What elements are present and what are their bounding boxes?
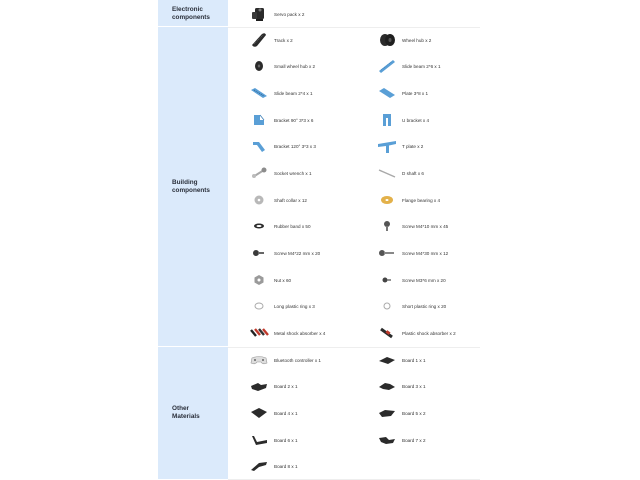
- item-label: Nut x 60: [274, 277, 292, 283]
- short-ring-icon: [376, 295, 398, 317]
- category-label: [172, 179, 228, 194]
- item-label: D shaft x 6: [402, 170, 424, 176]
- list-item: [248, 240, 374, 266]
- list-item: [376, 107, 502, 133]
- list-item: [376, 187, 502, 213]
- small-wheel-hub-icon: [248, 55, 270, 77]
- rubber-band-icon: [248, 215, 270, 237]
- item-label: Wheel hub x 2: [402, 37, 432, 43]
- item-label: Screw M4*10 mm x 45: [402, 223, 449, 229]
- metal-shock-absorber-icon: [248, 322, 270, 344]
- category-label-line2: components: [172, 13, 210, 21]
- list-item: [248, 187, 374, 213]
- item-label: Socket wrench x 1: [274, 170, 312, 176]
- item-label: T plate x 2: [402, 143, 424, 149]
- board-4-icon: [248, 402, 270, 424]
- item-label: Board 8 x 1: [274, 463, 298, 469]
- list-item: [248, 213, 374, 239]
- item-label: Plate 3*8 x 1: [402, 90, 429, 96]
- board-5-icon: [376, 402, 398, 424]
- item-label: Long plastic ring x 3: [274, 303, 315, 309]
- item-label: Short plastic ring x 20: [402, 303, 447, 309]
- bracket-120-icon: [248, 135, 270, 157]
- list-item: [248, 1, 374, 27]
- list-item: [248, 427, 374, 453]
- board-6-icon: [248, 429, 270, 451]
- item-label: U bracket x 4: [402, 117, 430, 123]
- item-label: Plastic shock absorber x 2: [402, 330, 456, 336]
- list-item: [248, 133, 374, 159]
- item-label: Board 2 x 1: [274, 383, 298, 389]
- list-item: [376, 320, 502, 346]
- category-label-line2: Materials: [172, 412, 200, 420]
- flange-bearing-icon: [376, 189, 398, 211]
- list-item: [376, 160, 502, 186]
- plate-icon: [376, 82, 398, 104]
- list-item: [248, 27, 374, 53]
- slide-beam-short-icon: [248, 82, 270, 104]
- item-label: Track x 2: [274, 37, 293, 43]
- category-other-materials: [158, 347, 228, 480]
- item-label: Slide beam 2*6 x 1: [402, 63, 441, 69]
- item-label: Screw M4*22 mm x 20: [274, 250, 321, 256]
- list-item: [248, 107, 374, 133]
- item-label: Flange bearing x 4: [402, 197, 441, 203]
- list-item: [248, 160, 374, 186]
- item-label: Bracket 90° 3*3 x 6: [274, 117, 314, 123]
- item-label: Screw M4*30 mm x 12: [402, 250, 449, 256]
- track-icon: [248, 29, 270, 51]
- screw-small-icon: [376, 269, 398, 291]
- list-item: [376, 267, 502, 293]
- bluetooth-controller-icon: [248, 349, 270, 371]
- d-shaft-icon: [376, 162, 398, 184]
- item-label: Servo pack x 2: [274, 11, 305, 17]
- list-item: [248, 373, 374, 399]
- item-label: Bluetooth controller x 1: [274, 357, 321, 363]
- shaft-collar-icon: [248, 189, 270, 211]
- category-label: [172, 405, 228, 420]
- item-label: Metal shock absorber x 4: [274, 330, 326, 336]
- parts-list-table: [158, 0, 480, 480]
- item-label: Board 6 x 1: [274, 437, 298, 443]
- wheel-hub-icon: [376, 29, 398, 51]
- list-item: [376, 53, 502, 79]
- list-item: [248, 453, 374, 479]
- long-ring-icon: [248, 295, 270, 317]
- servo-icon: [248, 3, 270, 25]
- category-label-line1: Other: [172, 405, 190, 412]
- list-item: [376, 213, 502, 239]
- screw-long-icon: [376, 242, 398, 264]
- category-label: [172, 6, 228, 21]
- board-1-icon: [376, 349, 398, 371]
- board-3-icon: [376, 375, 398, 397]
- screw-medium-icon: [248, 242, 270, 264]
- nut-icon: [248, 269, 270, 291]
- screw-short-icon: [376, 215, 398, 237]
- board-7-icon: [376, 429, 398, 451]
- slide-beam-icon: [376, 55, 398, 77]
- list-item: [376, 347, 502, 373]
- socket-wrench-icon: [248, 162, 270, 184]
- item-label: Board 4 x 1: [274, 410, 298, 416]
- list-item: [376, 80, 502, 106]
- list-item: [376, 373, 502, 399]
- u-bracket-icon: [376, 109, 398, 131]
- item-label: Rubber band x 50: [274, 223, 311, 229]
- category-label-line1: Building: [172, 179, 198, 186]
- item-label: Board 3 x 1: [402, 383, 426, 389]
- board-8-icon: [248, 455, 270, 477]
- item-label: Shaft collar x 12: [274, 197, 307, 203]
- list-item: [248, 80, 374, 106]
- list-item: [376, 293, 502, 319]
- item-label: Screw M3*6 mm x 20: [402, 277, 446, 283]
- list-item: [376, 240, 502, 266]
- item-label: Small wheel hub x 2: [274, 63, 316, 69]
- t-plate-icon: [376, 135, 398, 157]
- plastic-shock-absorber-icon: [376, 322, 398, 344]
- list-item: [248, 267, 374, 293]
- category-label-line1: Electronic: [172, 6, 203, 13]
- item-label: Board 5 x 2: [402, 410, 426, 416]
- list-item: [376, 400, 502, 426]
- item-label: Bracket 120° 3*3 x 3: [274, 143, 316, 149]
- category-building-components: [158, 27, 228, 347]
- list-item: [248, 53, 374, 79]
- item-label: Board 1 x 1: [402, 357, 426, 363]
- board-2-icon: [248, 375, 270, 397]
- list-item: [376, 427, 502, 453]
- item-label: Slide beam 2*4 x 1: [274, 90, 313, 96]
- list-item: [248, 347, 374, 373]
- list-item: [376, 27, 502, 53]
- category-electronic-components: [158, 0, 228, 27]
- item-label: Board 7 x 2: [402, 437, 426, 443]
- list-item: [248, 400, 374, 426]
- list-item: [248, 293, 374, 319]
- category-label-line2: components: [172, 186, 210, 194]
- bracket-90-icon: [248, 109, 270, 131]
- list-item: [248, 320, 374, 346]
- list-item: [376, 133, 502, 159]
